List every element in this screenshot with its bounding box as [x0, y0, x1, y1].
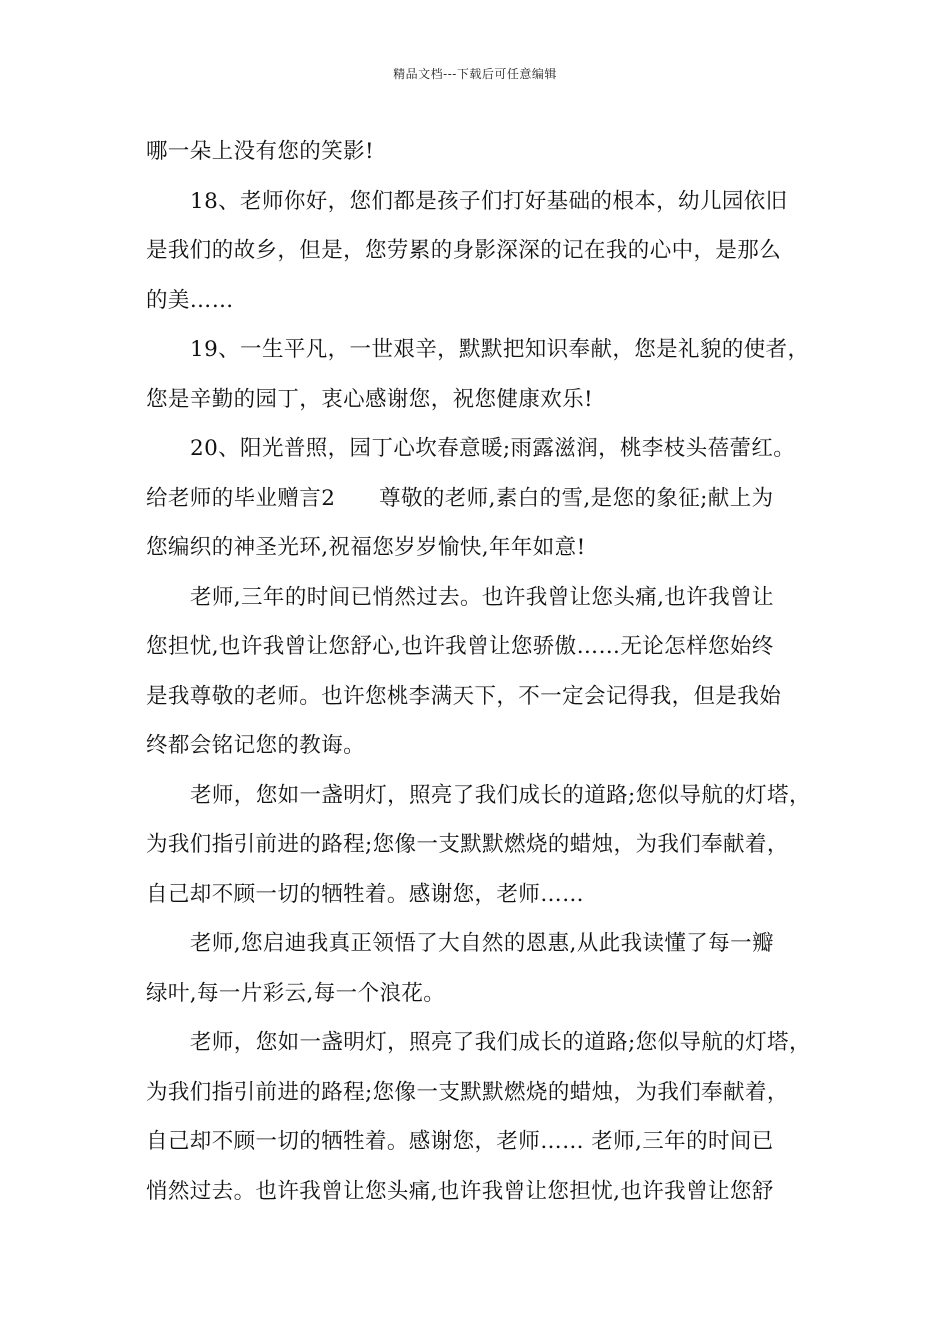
- text-line: 您编织的神圣光环,祝福您岁岁愉快,年年如意!: [146, 535, 586, 560]
- text-line: 哪一朵上没有您的笑影!: [146, 139, 375, 164]
- text-line: 终都会铭记您的教诲。: [146, 733, 366, 758]
- text-line: 老师,您启迪我真正领悟了大自然的恩惠,从此我读懂了每一瓣: [190, 931, 774, 956]
- text-line: 是我尊敬的老师。也许您桃李满天下，不一定会记得我，但是我始: [146, 683, 782, 709]
- text-line: 您担忧,也许我曾让您舒心,也许我曾让您骄傲……无论怎样您始终: [146, 634, 774, 659]
- text-line: 您是辛勤的园丁，衷心感谢您，祝您健康欢乐!: [146, 386, 594, 412]
- text-line: 自己却不顾一切的牺牲着。感谢您，老师……: [146, 881, 585, 907]
- text-line: 绿叶,每一片彩云,每一个浪花。: [146, 980, 446, 1006]
- text-line: 老师，您如一盏明灯，照亮了我们成长的道路;您似导航的灯塔，: [190, 782, 811, 808]
- text-line: 为我们指引前进的路程;您像一支默默燃烧的蜡烛，为我们奉献着，: [146, 832, 789, 857]
- text-line: 19、一生平凡，一世艰辛，默默把知识奉献，您是礼貌的使者，: [190, 337, 810, 362]
- text-line: 是我们的故乡，但是，您劳累的身影深深的记在我的心中，是那么: [146, 238, 782, 263]
- document-body: [146, 127, 826, 1216]
- text-line: 给老师的毕业赠言2 尊敬的老师,素白的雪,是您的象征;献上为: [146, 485, 774, 511]
- text-line: 为我们指引前进的路程;您像一支默默燃烧的蜡烛，为我们奉献着，: [146, 1079, 789, 1105]
- text-line: 老师,三年的时间已悄然过去。也许我曾让您头痛,也许我曾让: [190, 584, 774, 610]
- page-header: 精品文档---下载后可任意编辑: [393, 67, 557, 81]
- text-line: 老师，您如一盏明灯，照亮了我们成长的道路;您似导航的灯塔，: [190, 1030, 811, 1055]
- text-line: 20、阳光普照，园丁心坎春意暖;雨露滋润，桃李枝头蓓蕾红。: [190, 436, 796, 461]
- text-line: 的美……: [146, 287, 234, 313]
- text-line: 18、老师你好，您们都是孩子们打好基础的根本，幼儿园依旧: [190, 188, 788, 214]
- text-line: 悄然过去。也许我曾让您头痛,也许我曾让您担忧,也许我曾让您舒: [146, 1178, 774, 1204]
- text-line: 自己却不顾一切的牺牲着。感谢您，老师…… 老师,三年的时间已: [146, 1129, 774, 1154]
